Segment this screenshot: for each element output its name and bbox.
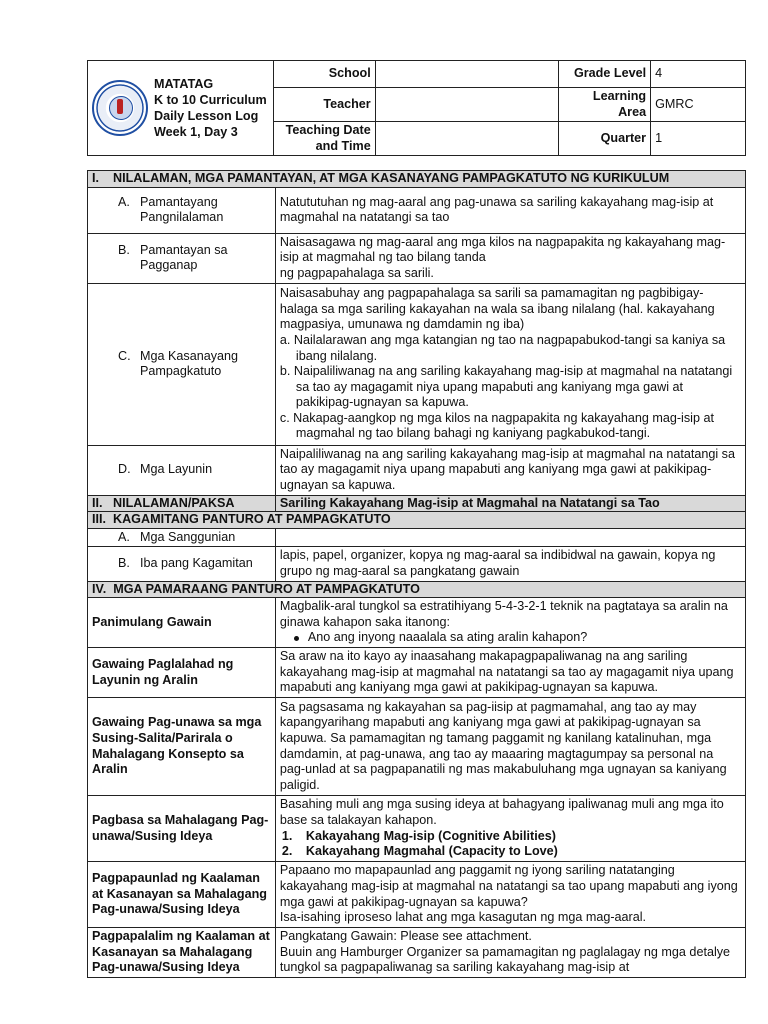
grade-level-value[interactable]: 4	[651, 61, 746, 88]
quarter-label: Quarter	[559, 122, 651, 156]
references-text	[275, 528, 745, 547]
learning-area-label: Learning Area	[559, 88, 651, 122]
objective-activity-text: Sa araw na ito kayo ay inaasahang makapagpapaliwanag na ang sariling kakayahang mag-isip at magmahal na natatangi sa tao ay magagamit niya upang mapabuti ang kaniyang mga gawi at pakikipag-ugnayan sa kapuwa.	[275, 648, 745, 698]
list-item: 2. Kakayahang Magmahal (Capacity to Love)	[281, 844, 558, 859]
teacher-field[interactable]	[375, 88, 558, 122]
teaching-date-label: Teaching Date and Time	[273, 122, 375, 156]
deepening-activity-text: Pangkatang Gawain: Please see attachment. Buuin ang Hamburger Organizer sa pamamagitan ng paglalagay ng mga detalye tungkol sa pagpapaliwanag sa sariling kakayahang mag-isip at	[275, 928, 745, 978]
list-item: Ano ang inyong naaalala sa ating aralin kahapon?	[280, 630, 741, 646]
section-heading: III. KAGAMITANG PANTURO AT PAMPAGKATUTO	[88, 512, 746, 529]
development-activity-text: Papaano mo mapapaunlad ang paggamit ng iyong sariling natatanging kakayahang mag-isip at magmahal na natatangi sa tao upang mapabuti ang iyong mga gawi at pakikipag-ugnayan sa kapuwa? Isa-isahing iproseso lahat ang mga kasagutan ng mga mag-aaral.	[275, 862, 745, 928]
quarter-value[interactable]: 1	[651, 122, 746, 156]
title-line: Daily Lesson Log	[154, 109, 259, 124]
grade-level-label: Grade Level	[559, 61, 651, 88]
list-item: a. Nailalarawan ang mga katangian ng tao na nagpapabukod-tangi sa kaniya sa ibang nilalang.	[279, 332, 726, 363]
row-label: Pagpapalalim ng Kaalaman at Kasanayan sa Mahalagang Pag-unawa/Susing Ideya	[88, 928, 276, 978]
intro-activity-text: Magbalik-aral tungkol sa estratihiyang 5-4-3-2-1 teknik na pagtataya sa aralin na ginawa kahapon saka itanong: Ano ang inyong naaalala sa ating aralin kahapon?	[275, 598, 745, 648]
title-line: Week 1, Day 3	[154, 125, 238, 140]
lesson-table	[87, 170, 746, 978]
row-label: Pagbasa sa Mahalagang Pag-unawa/Susing Ideya	[88, 796, 276, 862]
teaching-date-field[interactable]	[375, 122, 558, 156]
key-ideas-text: Basahing muli ang mga susing ideya at bahagyang ipaliwanag muli ang mga ito base sa talakayan kahapon. 1. Kakayahang Mag-isip (Cognitive Abilities) 2. Kakayahang Magmahal (Capacity to Love)	[275, 796, 745, 862]
title-line: MATATAG	[154, 77, 214, 92]
list-item: 1. Kakayahang Mag-isip (Cognitive Abilities)	[281, 828, 556, 843]
content-standard-text: Natututuhan ng mag-aaral ang pag-unawa sa sariling kakayahang mag-isip at magmahal na natatangi sa tao	[275, 187, 745, 233]
learning-area-value[interactable]: GMRC	[651, 88, 746, 122]
row-label: A. Mga Sanggunian	[88, 528, 276, 547]
row-label: A. Pamantayang Pangnilalaman	[88, 187, 276, 233]
list-item: b. Naipaliliwanag na ang sariling kakayahang mag-isip at magmahal na natatangi sa tao ay magagamit niya upang mapabuti ang kaniyang mga gawi at pakikipag-ugnayan sa kapuwa.	[279, 364, 733, 410]
performance-standard-text: Naisasagawa ng mag-aaral ang mga kilos na nagpapakita ng kakayahang mag-isip at magmahal ng tao bilang tanda ng pagpapahalaga sa sarili.	[275, 233, 745, 283]
list-item: c. Nakapag-aangkop ng mga kilos na nagpapakita ng kakayahang mag-isip at magmahal ng tao bilang bahagi ng kaniyang pagkabukod-tangi.	[279, 410, 714, 441]
topic-text: Sariling Kakayahang Mag-isip at Magmahal na Natatangi sa Tao	[275, 495, 745, 512]
row-label: B. Iba pang Kagamitan	[88, 547, 276, 581]
logo-title-cell	[88, 61, 274, 156]
deped-seal-icon	[92, 80, 148, 136]
row-label: D. Mga Layunin	[88, 445, 276, 495]
header-table	[87, 60, 746, 156]
section-heading: II. NILALAMAN/PAKSA	[88, 495, 276, 512]
row-label: C. Mga Kasanayang Pampagkatuto	[88, 283, 276, 445]
title-line: K to 10 Curriculum	[154, 93, 267, 108]
competencies-text: Naisasabuhay ang pagpapahalaga sa sarili sa pamamagitan ng pagbibigay-halaga sa mga sariling kakayahan na wala sa ibang nilalang (hal. kakayahang magpasiya, umunawa ng damdamin ng iba) a. Nailalarawan ang mga katangian ng tao na nagpapabukod-tangi sa kaniya sa ibang nilalang. b. Naipaliliwanag na ang sariling kakayahang mag-isip at magmahal na natatangi sa tao ay magagamit niya upang mapabuti ang kaniyang mga gawi at pakikipag-ugnayan sa kapuwa. c. Nakapag-aangkop ng mga kilos na nagpapakita ng kakayahang mag-isip at magmahal ng tao bilang bahagi ng kaniyang pagkabukod-tangi.	[275, 283, 745, 445]
row-label: B. Pamantayan sa Pagganap	[88, 233, 276, 283]
section-heading: IV. MGA PAMARAANG PANTURO AT PAMPAGKATUTO	[88, 581, 746, 598]
objectives-text: Naipaliliwanag na ang sariling kakayahang mag-isip at magmahal na natatangi sa tao ay magagamit niya upang mapabuti ang kaniyang mga gawi at pakikipag-ugnayan sa kapuwa.	[275, 445, 745, 495]
materials-text: lapis, papel, organizer, kopya ng mag-aaral sa indibidwal na gawain, kopya ng grupo ng mag-aaral sa pangkatang gawain	[275, 547, 745, 581]
teacher-label: Teacher	[273, 88, 375, 122]
school-field[interactable]	[375, 61, 558, 88]
row-label: Gawaing Paglalahad ng Layunin ng Aralin	[88, 648, 276, 698]
row-label: Gawaing Pag-unawa sa mga Susing-Salita/Parirala o Mahalagang Konsepto sa Aralin	[88, 698, 276, 796]
row-label: Pagpapaunlad ng Kaalaman at Kasanayan sa Mahalagang Pag-unawa/Susing Ideya	[88, 862, 276, 928]
section-heading: I. NILALAMAN, MGA PAMANTAYAN, AT MGA KASANAYANG PAMPAGKATUTO NG KURIKULUM	[88, 171, 746, 188]
school-label: School	[273, 61, 375, 88]
understanding-activity-text: Sa pagsasama ng kakayahan sa pag-iisip at pagmamahal, ang tao ay may kapangyarihang mapabuti ang kaniyang mga gawi at pakikipag-ugnayan sa kapuwa. Sa pamamagitan ng tamang paggamit ng kanilang katalinuhan, mga damdamin, at pag-unawa, ang tao ay maaaring magtagumpay sa personal na pag-unlad at sa pagpapanatili ng mas makabuluhang mga ugnayan sa kaniyang paligid.	[275, 698, 745, 796]
row-label: Panimulang Gawain	[88, 598, 276, 648]
